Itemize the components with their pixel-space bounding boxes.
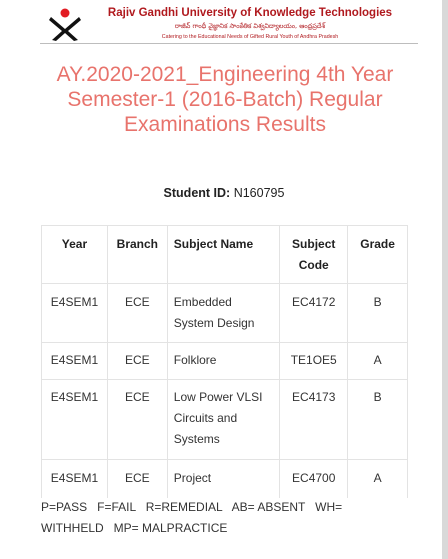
col-header-subject-name: Subject Name	[167, 226, 280, 284]
col-header-branch: Branch	[107, 226, 167, 284]
site-header	[40, 4, 418, 44]
page-edge	[442, 0, 448, 559]
cell-grade: A	[348, 343, 408, 380]
col-header-grade: Grade	[348, 226, 408, 284]
cell-subject-name	[167, 460, 280, 498]
cell-branch: ECE	[107, 284, 167, 343]
exam-title-line: AY.2020-2021_Engineering 4th Year	[56, 63, 394, 86]
cell-subject-name	[167, 380, 280, 460]
subject-name-line: System Design	[173, 316, 255, 330]
cell-grade: B	[348, 380, 408, 460]
cell-subject-code: EC4700	[280, 460, 348, 498]
university-tagline: Catering to the Educational Needs of Gifted Rural Youth of Andhra Pradesh	[161, 34, 339, 40]
exam-title-line: Examinations Results	[124, 113, 326, 136]
student-id-label: Student ID:	[163, 186, 231, 200]
cell-branch: ECE	[107, 343, 167, 380]
university-name-telugu: రాజీవ్ గాంధీ వైజ్ఞానిక సాంకేతిక విశ్వవిద్యాలయం, ఆంధ్రప్రదేశ్	[174, 22, 326, 30]
cell-grade: B	[348, 284, 408, 343]
cell-grade: A	[348, 460, 408, 498]
subject-name-line: Circuits and	[173, 411, 238, 425]
subject-name-line: Low Power VLSI	[173, 390, 263, 404]
table-row	[42, 460, 408, 498]
exam-title	[20, 62, 430, 137]
col-header-subject-code-line: Subject	[292, 237, 336, 251]
col-header-year: Year	[42, 226, 108, 284]
cell-subject-code: TE1OE5	[280, 343, 348, 380]
exam-title-line: Semester-1 (2016-Batch) Regular	[67, 88, 383, 111]
cell-branch: ECE	[107, 380, 167, 460]
table-header-row	[42, 226, 408, 284]
cell-subject-code: EC4173	[280, 380, 348, 460]
cell-subject-code: EC4172	[280, 284, 348, 343]
cell-year: E4SEM1	[42, 343, 108, 380]
subject-name-line: Embedded	[173, 295, 232, 309]
cell-year: E4SEM1	[42, 460, 108, 498]
header-divider	[40, 43, 418, 44]
grade-legend-line: P=PASS F=FAIL R=REMEDIAL AB= ABSENT WH=	[41, 500, 343, 514]
cell-branch: ECE	[107, 460, 167, 498]
table-row	[42, 284, 408, 343]
rgukt-logo-icon	[48, 7, 82, 41]
student-id-value: N160795	[233, 186, 285, 200]
col-header-subject-code-line: Code	[298, 258, 329, 272]
grade-legend	[41, 497, 411, 539]
table-row	[42, 380, 408, 460]
subject-name-line: Systems	[173, 432, 220, 446]
cell-subject-name	[167, 343, 280, 380]
col-header-subject-code	[280, 226, 348, 284]
university-name: Rajiv Gandhi University of Knowledge Technologies	[107, 7, 393, 19]
student-id	[0, 186, 448, 200]
results-table	[41, 225, 408, 498]
table-row	[42, 343, 408, 380]
cell-subject-name	[167, 284, 280, 343]
cell-year: E4SEM1	[42, 380, 108, 460]
cell-year: E4SEM1	[42, 284, 108, 343]
grade-legend-line: WITHHELD MP= MALPRACTICE	[41, 521, 228, 535]
subject-name-line: Folklore	[173, 353, 217, 367]
subject-name-line: Project	[173, 471, 212, 485]
